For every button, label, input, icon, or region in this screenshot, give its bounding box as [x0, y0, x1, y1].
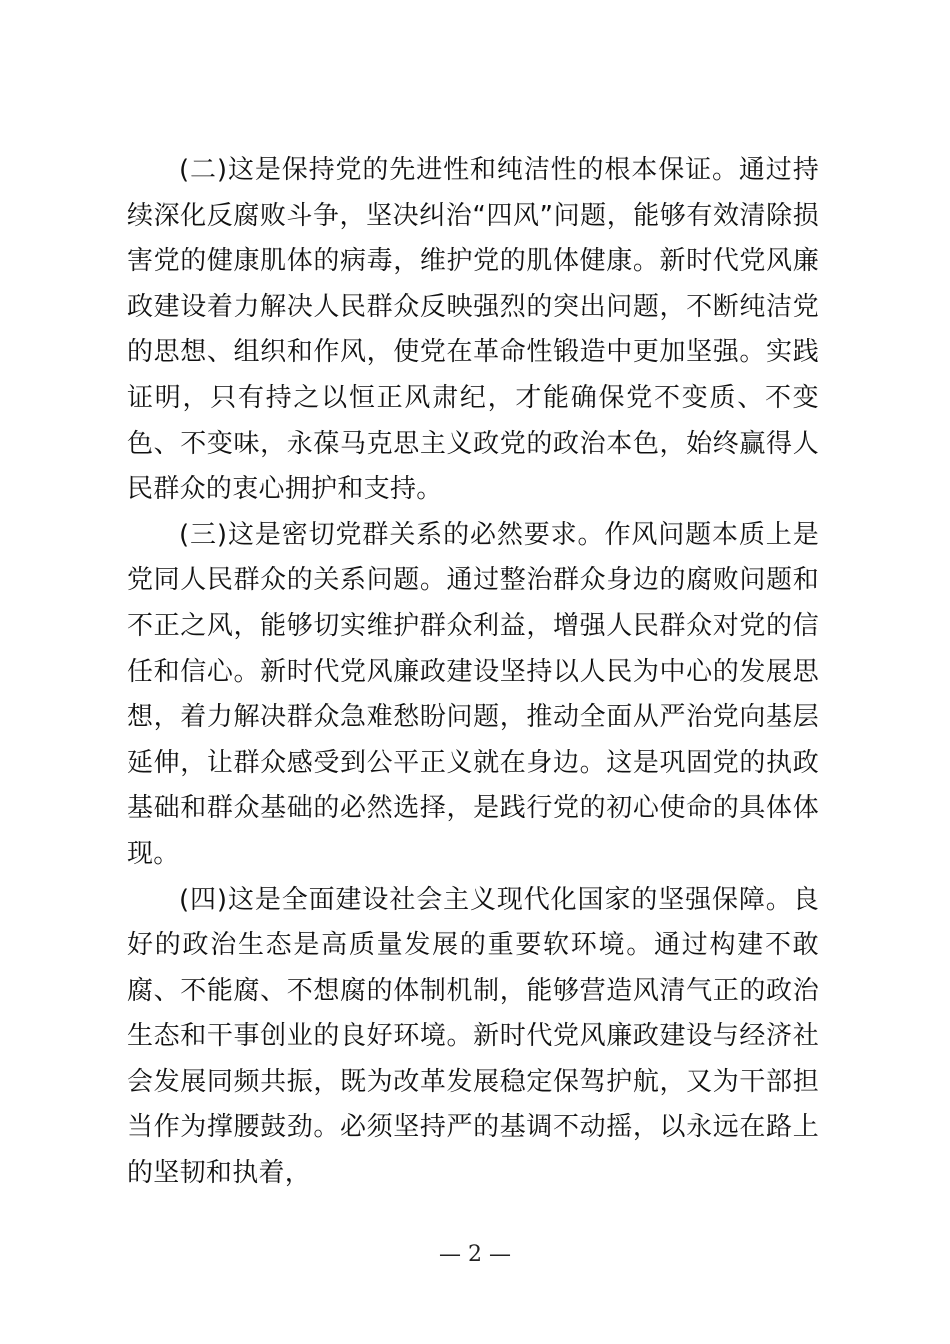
document-body [127, 148, 819, 1197]
paragraph-3: (三)这是密切党群关系的必然要求。作风问题本质上是党同人民群众的关系问题。通过整治群众身边的腐败问题和不正之风，能够切实维护群众利益，增强人民群众对党的信任和信心。新时代党风廉政建设坚持以人民为中心的发展思想，着力解决群众急难愁盼问题，推动全面从严治党向基层延伸，让群众感受到公平正义就在身边。这是巩固党的执政基础和群众基础的必然选择，是践行党的初心使命的具体体现。 [127, 519, 819, 869]
paragraph-4: (四)这是全面建设社会主义现代化国家的坚强保障。良好的政治生态是高质量发展的重要软环境。通过构建不敢腐、不能腐、不想腐的体制机制，能够营造风清气正的政治生态和干事创业的良好环境。新时代党风廉政建设与经济社会发展同频共振，既为改革发展稳定保驾护航，又为干部担当作为撑腰鼓劲。必须坚持严的基调不动摇，以永远在路上的坚韧和执着， [127, 884, 819, 1189]
page-number: — 2 — [439, 1242, 511, 1267]
paragraph-2: (二)这是保持党的先进性和纯洁性的根本保证。通过持续深化反腐败斗争，坚决纠治“四风”问题，能够有效清除损害党的健康肌体的病毒，维护党的肌体健康。新时代党风廉政建设着力解决人民群众反映强烈的突出问题，不断纯洁党的思想、组织和作风，使党在革命性锻造中更加坚强。实践证明，只有持之以恒正风肃纪，才能确保党不变质、不变色、不变味，永葆马克思主义政党的政治本色，始终赢得人民群众的衷心拥护和支持。 [127, 155, 819, 505]
